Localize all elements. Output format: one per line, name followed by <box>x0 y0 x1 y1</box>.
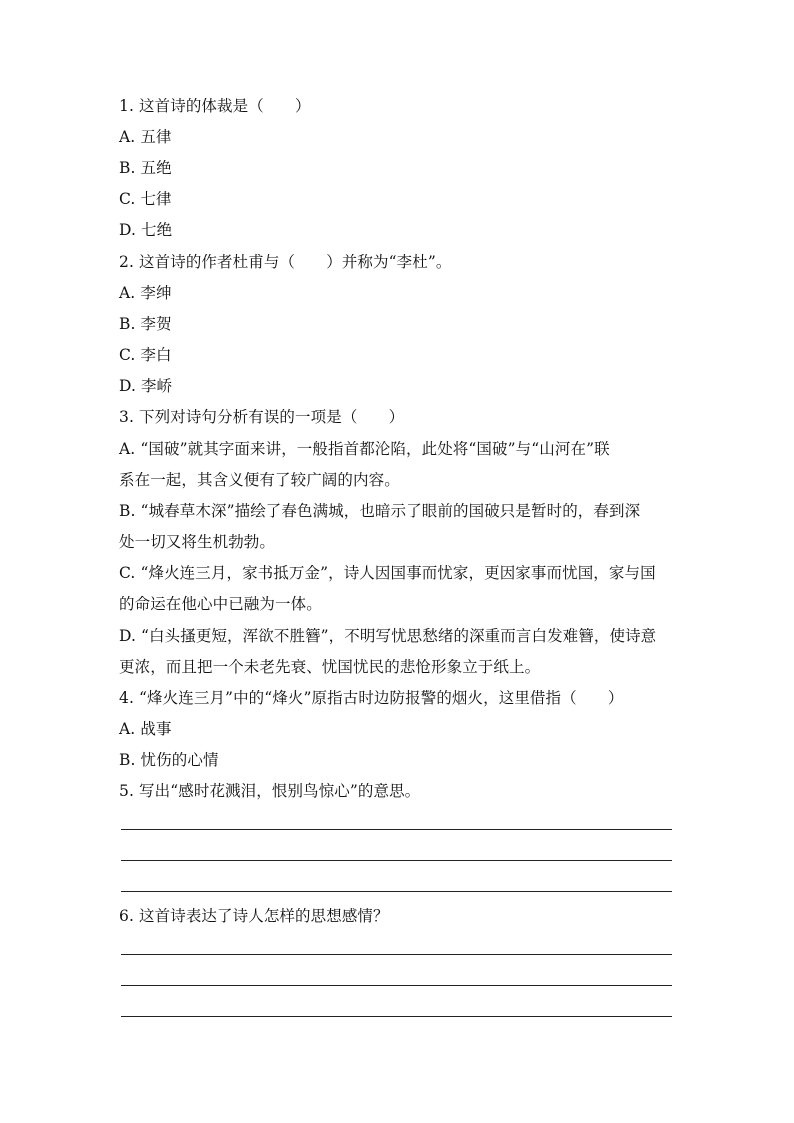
question-5-stem: 5. 写出“感时花溅泪，恨别鸟惊心”的意思。 <box>119 782 421 800</box>
question-3-option-b-line-2: 处一切又将生机勃勃。 <box>119 533 276 551</box>
question-1-option-d: D. 七绝 <box>119 221 173 239</box>
question-3-option-c-line-2: 的命运在他心中已融为一体。 <box>119 595 322 613</box>
question-6-answer-line-1[interactable] <box>121 954 672 955</box>
question-3-option-a-line-2: 系在一起，其含义便有了较广阔的内容。 <box>119 471 400 489</box>
question-1-option-a: A. 五律 <box>119 128 172 146</box>
question-5-answer-line-1[interactable] <box>121 829 672 830</box>
question-4-option-a: A. 战事 <box>119 720 172 738</box>
question-3-option-c-line-1: C. “烽火连三月，家书抵万金”，诗人因国事而忧家，更因家事而忧国，家与国 <box>119 564 656 582</box>
question-6-stem: 6. 这首诗表达了诗人怎样的思想感情？ <box>119 907 389 925</box>
question-3-option-d-line-1: D. “白头搔更短，浑欲不胜簪”，不明写忧思愁绪的深重而言白发难簪，使诗意 <box>119 627 657 645</box>
question-1-option-b: B. 五绝 <box>119 159 172 177</box>
question-6-answer-line-2[interactable] <box>121 985 672 986</box>
question-2-option-d: D. 李峤 <box>119 377 173 395</box>
question-3-option-d-line-2: 更浓，而且把一个未老先衰、忧国忧民的悲怆形象立于纸上。 <box>119 658 541 676</box>
question-2-option-b: B. 李贺 <box>119 315 172 333</box>
question-4-stem: 4. “烽火连三月”中的“烽火”原指古时边防报警的烟火，这里借指（ ） <box>119 689 624 707</box>
question-2-option-a: A. 李绅 <box>119 284 172 302</box>
question-3-stem: 3. 下列对诗句分析有误的一项是（ ） <box>119 408 405 426</box>
question-2-option-c: C. 李白 <box>119 346 172 364</box>
question-1-option-c: C. 七律 <box>119 190 172 208</box>
question-2-stem: 2. 这首诗的作者杜甫与（ ）并称为“李杜”。 <box>119 253 452 271</box>
question-5-answer-line-3[interactable] <box>121 891 672 892</box>
question-1-stem: 1. 这首诗的体裁是（ ） <box>119 97 311 115</box>
question-6-answer-line-3[interactable] <box>121 1016 672 1017</box>
question-5-answer-line-2[interactable] <box>121 860 672 861</box>
question-3-option-a-line-1: A. “国破”就其字面来讲，一般指首都沦陷，此处将“国破”与“山河在”联 <box>119 440 610 458</box>
question-3-option-b-line-1: B. “城春草木深”描绘了春色满城，也暗示了眼前的国破只是暂时的，春到深 <box>119 502 641 520</box>
question-4-option-b: B. 忧伤的心情 <box>119 751 219 769</box>
